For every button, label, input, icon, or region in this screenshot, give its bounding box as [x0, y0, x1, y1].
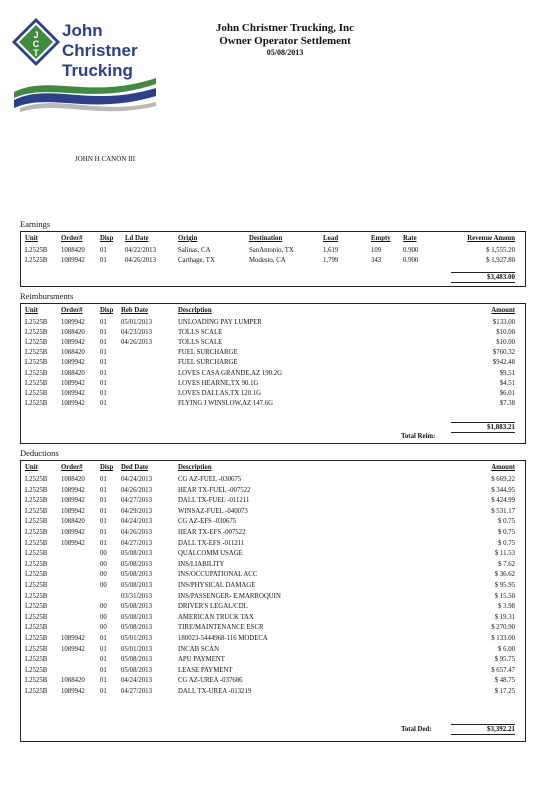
earnings-col-header: Rate: [403, 235, 417, 242]
reimbursements-header-row: [21, 307, 525, 317]
deductions-cell: L2525B: [25, 677, 48, 685]
earnings-col-header: Order#: [61, 235, 83, 242]
earnings-cell: 01: [100, 257, 107, 264]
deductions-cell: 05/08/2013: [121, 571, 152, 579]
deductions-cell: 05/08/2013: [121, 560, 152, 568]
deductions-cell: 01: [100, 677, 107, 685]
deductions-col-header: Ded Date: [121, 464, 148, 471]
earnings-col-header: Ld Date: [125, 235, 149, 242]
earnings-cell: Modesto, CA: [249, 257, 286, 264]
deductions-cell: 04/24/2013: [121, 476, 152, 483]
deductions-cell: L2525B: [25, 613, 48, 621]
deductions-cell: $ 17.25: [494, 688, 515, 695]
reimbursements-cell: 1089942: [61, 379, 85, 387]
deductions-cell: L2525B: [25, 539, 48, 547]
reimbursements-cell: TOLLS SCALE: [178, 339, 223, 347]
deductions-total: $3,392.21: [451, 724, 515, 735]
reimbursements-cell: L2525B: [25, 349, 48, 357]
deductions-cell: $ 424.99: [491, 497, 515, 505]
deductions-row: [21, 508, 525, 518]
deductions-cell: 01: [100, 486, 107, 494]
reimbursements-cell: LOVES CASA GRANDE,AZ 190.2G: [178, 369, 283, 377]
deductions-cell: 01: [100, 635, 107, 642]
reimbursements-cell: 1089942: [61, 389, 85, 397]
deductions-cell: DALL TX-EFS -011211: [178, 539, 245, 547]
deductions-cell: 00: [100, 582, 107, 589]
deductions-row: [21, 688, 525, 698]
reimbursements-cell: $7.38: [499, 399, 515, 407]
deductions-cell: L2525B: [25, 656, 48, 664]
deductions-cell: 01: [100, 539, 107, 547]
reimbursements-cell: LOVES HEARNE,TX 90.1G: [178, 379, 259, 387]
earnings-col-header: Unit: [25, 235, 38, 242]
earnings-cell: 04/22/2013: [125, 247, 156, 254]
deductions-cell: 01: [100, 529, 107, 536]
reimbursements-cell: 1089942: [61, 399, 85, 407]
reimbursements-cell: UNLOADING PAY LUMPER: [178, 319, 262, 326]
deductions-cell: 05/01/2013: [121, 635, 152, 642]
deductions-cell: WINSAZ-FUEL -040073: [178, 507, 248, 515]
deductions-row: [21, 540, 525, 550]
deductions-cell: 04/27/2013: [121, 497, 152, 505]
deductions-cell: $ 669.22: [491, 476, 515, 483]
reimbursements-col-header: Order#: [61, 307, 83, 314]
reimbursements-col-header: Disp: [100, 307, 114, 314]
earnings-cell: 1089942: [61, 257, 85, 264]
deductions-cell: 05/08/2013: [121, 603, 152, 611]
deductions-row: [21, 603, 525, 613]
deductions-cell: 04/24/2013: [121, 518, 152, 526]
deductions-cell: 04/26/2013: [121, 486, 152, 494]
deductions-cell: 01: [100, 507, 107, 515]
deductions-cell: INS/PHYSICAL DAMAGE: [178, 582, 256, 589]
deductions-row: [21, 646, 525, 656]
deductions-row: [21, 582, 525, 592]
earnings-cell: 04/26/2013: [125, 257, 156, 264]
deductions-cell: DALL TX-FUEL -011211: [178, 497, 250, 505]
deductions-cell: 00: [100, 603, 107, 611]
company-name: John Christner Trucking, Inc: [215, 22, 355, 34]
deductions-cell: $ 531.17: [491, 507, 515, 515]
reimbursements-cell: $6.01: [499, 389, 515, 397]
deductions-cell: 01: [100, 688, 107, 695]
deductions-cell: 05/08/2013: [121, 656, 152, 664]
reimbursements-cell: L2525B: [25, 319, 48, 326]
deductions-cell: L2525B: [25, 666, 48, 674]
reimbursements-cell: $9.51: [499, 369, 515, 377]
deductions-cell: 180023-5444968-116 MODECA: [178, 635, 268, 642]
reimbursements-cell: L2525B: [25, 329, 48, 337]
deductions-cell: $ 344.95: [491, 486, 515, 494]
reimbursements-cell: 01: [100, 339, 107, 347]
deductions-cell: 1089942: [61, 645, 85, 653]
reimbursements-cell: $133.00: [492, 319, 515, 326]
logo-letter-t: T: [33, 48, 39, 58]
reimbursements-cell: FUEL SURCHARGE: [178, 359, 238, 367]
deductions-row: [21, 635, 525, 645]
reimbursements-cell: 04/23/2013: [121, 329, 152, 337]
reimbursements-cell: $10.00: [496, 329, 515, 337]
deductions-cell: INCAB SCAN: [178, 645, 219, 653]
reimbursements-cell: LOVES DALLAS,TX 120.1G: [178, 389, 262, 397]
deductions-cell: 1089942: [61, 688, 85, 695]
document-title: Owner Operator Settlement: [219, 35, 351, 47]
deductions-cell: 00: [100, 571, 107, 579]
deductions-cell: 00: [100, 560, 107, 568]
earnings-col-header: Revenue Amoun: [467, 235, 515, 242]
reimbursements-cell: 1089942: [61, 339, 85, 347]
reimbursements-cell: 01: [100, 359, 107, 367]
deductions-cell: 1089942: [61, 486, 85, 494]
deductions-row: [21, 624, 525, 634]
deductions-cell: 1089942: [61, 635, 85, 642]
reimbursements-cell: L2525B: [25, 339, 48, 347]
reimbursements-cell: 01: [100, 399, 107, 407]
deductions-row: [21, 529, 525, 539]
deductions-cell: L2525B: [25, 571, 48, 579]
reimbursements-col-header: Amount: [491, 307, 515, 314]
reimbursements-total: $1,883.21: [451, 422, 515, 433]
earnings-cell: 1,799: [323, 257, 339, 264]
deductions-total-label: Total Ded:: [401, 726, 432, 733]
deductions-cell: 01: [100, 518, 107, 526]
reimbursements-cell: TOLLS SCALE: [178, 329, 223, 337]
earnings-cell: L2525B: [25, 247, 48, 254]
deductions-cell: INS/LIABILITY: [178, 560, 225, 568]
deductions-header-row: [21, 464, 525, 474]
deductions-cell: 05/08/2013: [121, 550, 152, 558]
deductions-cell: 1089942: [61, 539, 85, 547]
deductions-row: [21, 476, 525, 486]
deductions-cell: HEAR TX-EFS -007522: [178, 529, 246, 536]
earnings-row: [21, 257, 525, 267]
reimbursements-cell: $760.32: [492, 349, 515, 357]
deductions-cell: 00: [100, 624, 107, 632]
earnings-cell: $ 1,927.80: [486, 257, 515, 264]
deductions-cell: $ 0.75: [498, 518, 515, 526]
deductions-table: [20, 460, 526, 742]
deductions-cell: L2525B: [25, 497, 48, 505]
reimbursements-table: [20, 303, 526, 444]
reimbursements-cell: L2525B: [25, 399, 48, 407]
earnings-header-row: [21, 235, 525, 245]
earnings-col-header: Destination: [249, 235, 283, 242]
logo-letter-c: C: [32, 39, 40, 49]
deductions-cell: 1089942: [61, 497, 85, 505]
deductions-cell: 00: [100, 613, 107, 621]
deductions-cell: INS/OCCUPATIONAL ACC: [178, 571, 258, 579]
deductions-cell: INS/PASSENGER- E.MARROQUIN: [178, 592, 281, 600]
deductions-cell: 04/27/2013: [121, 688, 152, 695]
deductions-cell: L2525B: [25, 529, 48, 536]
deductions-cell: DALL TX-UREA -013219: [178, 688, 252, 695]
deductions-cell: 1088420: [61, 518, 85, 526]
earnings-cell: 0.900: [403, 257, 419, 264]
reimbursements-cell: 01: [100, 379, 107, 387]
deductions-col-header: Order#: [61, 464, 83, 471]
reimbursements-cell: 1088420: [61, 369, 85, 377]
document-header: [170, 22, 400, 58]
reimbursements-cell: L2525B: [25, 359, 48, 367]
deductions-cell: $ 657.47: [491, 666, 515, 674]
reimbursements-cell: $942.48: [492, 359, 515, 367]
deductions-cell: $ 3.98: [498, 603, 515, 611]
reimbursements-row: [21, 370, 525, 380]
logo-word-trucking: Trucking: [62, 61, 133, 80]
reimbursements-cell: 1088420: [61, 329, 85, 337]
earnings-cell: 1,619: [323, 247, 339, 254]
deductions-cell: 05/08/2013: [121, 666, 152, 674]
logo-word-christner: Christner: [62, 41, 138, 60]
deductions-cell: 05/08/2013: [121, 613, 152, 621]
earnings-col-header: Origin: [178, 235, 198, 242]
deductions-cell: L2525B: [25, 592, 48, 600]
deductions-row: [21, 593, 525, 603]
reimbursements-cell: L2525B: [25, 379, 48, 387]
deductions-cell: AMERICAN TRUCK TAX: [178, 613, 254, 621]
settlement-date: 05/08/2013: [266, 48, 304, 57]
reimbursements-cell: 01: [100, 389, 107, 397]
reimbursements-cell: 01: [100, 369, 107, 377]
deductions-cell: $ 48.75: [494, 677, 515, 685]
reimbursements-cell: 04/26/2013: [121, 339, 152, 347]
deductions-cell: L2525B: [25, 582, 48, 589]
deductions-cell: $ 6.00: [498, 645, 515, 653]
deductions-cell: L2525B: [25, 507, 48, 515]
reimbursements-cell: L2525B: [25, 369, 48, 377]
deductions-cell: $ 133.00: [491, 635, 515, 642]
reimbursements-col-header: Reb Date: [121, 307, 148, 314]
deductions-cell: L2525B: [25, 518, 48, 526]
earnings-row: [21, 247, 525, 257]
logo-word-john: John: [62, 21, 103, 40]
deductions-cell: $ 0.75: [498, 529, 515, 536]
earnings-cell: Salinas, CA: [178, 247, 211, 254]
reimbursements-cell: FUEL SURCHARGE: [178, 349, 238, 357]
deductions-row: [21, 550, 525, 560]
deductions-cell: 04/29/2013: [121, 507, 152, 515]
deductions-cell: L2525B: [25, 624, 48, 632]
deductions-cell: 05/08/2013: [121, 582, 152, 589]
deductions-cell: 01: [100, 497, 107, 505]
deductions-cell: HEAR TX-FUEL -007522: [178, 486, 251, 494]
reimbursements-row: [21, 400, 525, 410]
deductions-cell: $ 95.75: [494, 656, 515, 664]
deductions-cell: 00: [100, 550, 107, 558]
deductions-cell: APU PAYMENT: [178, 656, 225, 664]
owner-name: JOHN H CANON III: [75, 155, 136, 163]
deductions-row: [21, 518, 525, 528]
deductions-cell: 05/01/2013: [121, 645, 152, 653]
reimbursements-row: [21, 359, 525, 369]
deductions-col-header: Disp: [100, 464, 114, 471]
deductions-cell: 1089942: [61, 529, 85, 536]
reimbursements-row: [21, 349, 525, 359]
reimbursements-cell: $10.00: [496, 339, 515, 347]
deductions-cell: $ 270.90: [491, 624, 515, 632]
deductions-col-header: Unit: [25, 464, 38, 471]
deductions-cell: CG AZ-UREA -037686: [178, 677, 243, 685]
deductions-col-header: Amount: [491, 464, 515, 471]
deductions-cell: 05/08/2013: [121, 624, 152, 632]
deductions-cell: $ 0.75: [498, 539, 515, 547]
reimbursements-cell: 01: [100, 349, 107, 357]
deductions-cell: 04/24/2013: [121, 677, 152, 685]
reimbursements-row: [21, 329, 525, 339]
deductions-cell: 1089942: [61, 507, 85, 515]
reimbursements-cell: 1089942: [61, 319, 85, 326]
reimbursements-row: [21, 319, 525, 329]
reimbursements-col-header: Description: [178, 307, 212, 314]
earnings-col-header: Disp: [100, 235, 114, 242]
deductions-cell: 04/27/2013: [121, 539, 152, 547]
deductions-row: [21, 614, 525, 624]
deductions-cell: DRIVER'S LEGAL/CDL: [178, 603, 248, 611]
deductions-cell: LEASE PAYMENT: [178, 666, 233, 674]
deductions-cell: 1088420: [61, 677, 85, 685]
deductions-cell: 01: [100, 666, 107, 674]
deductions-row: [21, 571, 525, 581]
company-logo: [10, 12, 160, 122]
deductions-cell: L2525B: [25, 550, 48, 558]
deductions-cell: QUALCOMM USAGE: [178, 550, 243, 558]
reimbursements-row: [21, 339, 525, 349]
earnings-cell: 0.900: [403, 247, 419, 254]
reimbursements-cell: 1089942: [61, 359, 85, 367]
deductions-cell: $ 11.53: [494, 550, 515, 558]
deductions-cell: CG AZ-FUEL -030675: [178, 476, 242, 483]
earnings-cell: 109: [371, 247, 382, 254]
deductions-row: [21, 656, 525, 666]
reimbursements-title: Reimbursments: [20, 291, 74, 301]
deductions-cell: $ 15.50: [494, 592, 515, 600]
deductions-cell: 03/31/2013: [121, 592, 152, 600]
deductions-cell: L2525B: [25, 688, 48, 695]
earnings-cell: 1088420: [61, 247, 85, 254]
earnings-cell: $ 1,555.20: [486, 247, 515, 254]
deductions-title: Deductions: [20, 448, 59, 458]
earnings-cell: 343: [371, 257, 382, 264]
deductions-cell: 1088420: [61, 476, 85, 483]
earnings-cell: SanAntonio, TX: [249, 247, 294, 254]
deductions-cell: L2525B: [25, 476, 48, 483]
deductions-col-header: Description: [178, 464, 212, 471]
deductions-row: [21, 667, 525, 677]
deductions-cell: L2525B: [25, 645, 48, 653]
deductions-cell: $ 7.62: [498, 560, 515, 568]
reimbursements-cell: 01: [100, 329, 107, 337]
deductions-cell: L2525B: [25, 486, 48, 494]
reimbursements-cell: FLYING J WINSLOW,AZ 147.6G: [178, 399, 274, 407]
deductions-row: [21, 677, 525, 687]
earnings-cell: Carthage, TX: [178, 257, 215, 264]
reimbursements-cell: $4.51: [499, 379, 515, 387]
deductions-cell: $ 19.31: [494, 613, 515, 621]
earnings-title: Earnings: [20, 219, 51, 229]
reimbursements-row: [21, 380, 525, 390]
deductions-cell: L2525B: [25, 603, 48, 611]
deductions-cell: 01: [100, 656, 107, 664]
earnings-cell: L2525B: [25, 257, 48, 264]
deductions-cell: L2525B: [25, 635, 48, 642]
reimbursements-cell: 01: [100, 319, 107, 326]
deductions-cell: $ 36.62: [494, 571, 515, 579]
deductions-cell: 01: [100, 645, 107, 653]
deductions-cell: CG AZ-EFS -030675: [178, 518, 237, 526]
reimbursements-cell: L2525B: [25, 389, 48, 397]
deductions-cell: 04/26/2013: [121, 529, 152, 536]
deductions-row: [21, 561, 525, 571]
earnings-col-header: Empty: [371, 235, 391, 242]
deductions-cell: TIRE/MAINTENANCE ESCR: [178, 624, 264, 632]
earnings-col-header: Load: [323, 235, 339, 242]
logo-letter-j: J: [33, 30, 39, 40]
reimbursements-cell: 05/01/2013: [121, 319, 152, 326]
reimbursements-col-header: Unit: [25, 307, 38, 314]
earnings-total: $3,483.00: [451, 272, 515, 283]
deductions-cell: 01: [100, 476, 107, 483]
earnings-table: [20, 231, 526, 287]
deductions-row: [21, 497, 525, 507]
reimbursements-total-label: Total Reim:: [401, 433, 436, 440]
deductions-row: [21, 487, 525, 497]
earnings-cell: 01: [100, 247, 107, 254]
deductions-cell: $ 95.95: [494, 582, 515, 589]
reimbursements-row: [21, 390, 525, 400]
deductions-cell: L2525B: [25, 560, 48, 568]
reimbursements-cell: 1088420: [61, 349, 85, 357]
